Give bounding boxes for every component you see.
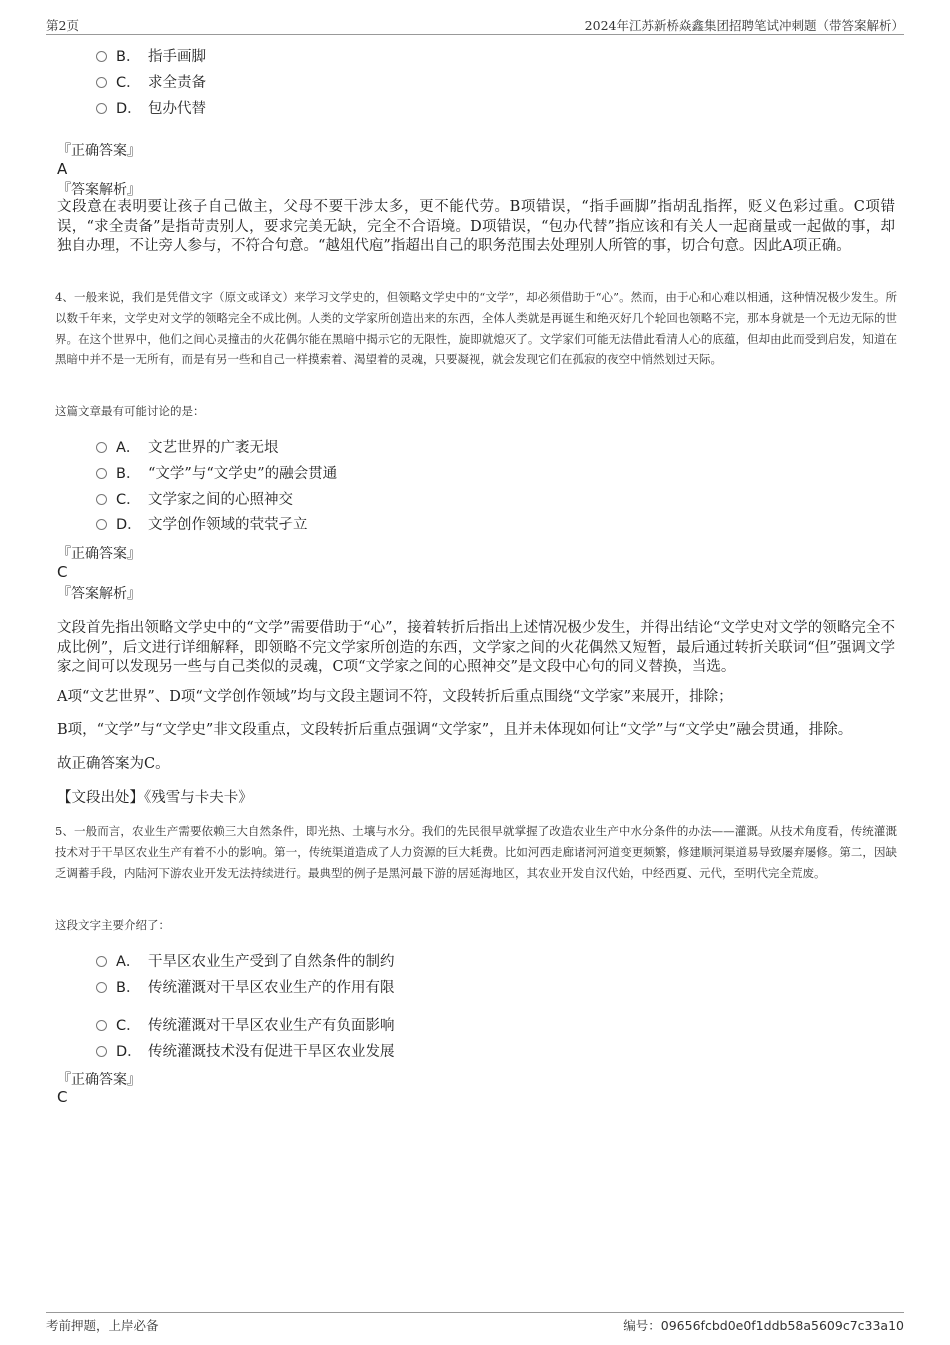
source-note: 【文段出处】《残雪与卡夫卡》 xyxy=(57,790,253,806)
radio-icon[interactable] xyxy=(96,1046,107,1057)
correct-answer-label: 『正确答案』 xyxy=(57,143,141,159)
question-5-prompt: 这段文字主要介绍了： xyxy=(55,918,170,932)
correct-answer: C xyxy=(57,1088,68,1106)
question-4-text: 4、一般来说，我们是凭借文字（原文或译文）来学习文学史的，但领略文学史中的“文学”，却必须借助于“心”。然而，由于心和心难以相通，这种情况极少发生。所以数千年来，文学史对文学的领略完全不成比例。人类的文学家所创造出来的东西，全体人类就是再诞生和绝灭好几个轮回也领略不完，那本身就是一个无边无际的世界。在这个世界中，他们之间心灵撞击的火花偶尔能在黑暗中揭示它的无限性，旋即就熄灭了。文学家们可能无法借此看清人心的底蕴，但却由此而受到启发，知道在黑暗中并不是一无所有，而是有另一些和自己一样摸索着、渴望着的灵魂，只要凝视，就会发现它们在孤寂的夜空中悄然划过天际。 xyxy=(55,290,897,367)
document-id: 编号：09656fcbd0e0f1ddb58a5609c7c33a10 xyxy=(623,1318,904,1333)
correct-answer: A xyxy=(57,160,68,178)
radio-icon[interactable] xyxy=(96,77,107,88)
radio-icon[interactable] xyxy=(96,982,107,993)
analysis-paragraph-3: B项，“文学”与“文学史”非文段重点，文段转折后重点强调“文学家”，且并未体现如何让“文学”与“文学史”融会贯通，排除。 xyxy=(57,722,853,738)
radio-icon[interactable] xyxy=(96,956,107,967)
page-number: 第2页 xyxy=(46,18,79,33)
option-a[interactable]: A． 文艺世界的广袤无垠 xyxy=(96,438,279,458)
document-title: 2024年江苏新桥焱鑫集团招聘笔试冲刺题（带答案解析） xyxy=(584,18,904,33)
radio-icon[interactable] xyxy=(96,442,107,453)
option-d[interactable]: D． 文学创作领域的茕茕孑立 xyxy=(96,515,308,535)
analysis-label: 『答案解析』 xyxy=(57,182,141,198)
analysis-paragraph-2: A项“文艺世界”、D项“文学创作领域”均与文段主题词不符，文段转折后重点围绕“文学家”来展开，排除； xyxy=(57,689,733,705)
correct-answer-label: 『正确答案』 xyxy=(57,546,141,562)
question-4-prompt: 这篇文章最有可能讨论的是： xyxy=(55,404,205,418)
radio-icon[interactable] xyxy=(96,519,107,530)
correct-answer: C xyxy=(57,563,68,581)
analysis-label: 『答案解析』 xyxy=(57,586,141,602)
question-5-text: 5、一般而言，农业生产需要依赖三大自然条件，即光热、土壤与水分。我们的先民很早就掌握了改造农业生产中水分条件的办法——灌溉。从技术角度看，传统灌溉技术对于干旱区农业生产有着不小的影响。第一，传统渠道造成了人力资源的巨大耗费。比如河西走廊诸河河道变更频繁，修建顺河渠道易导致屡弃屡修。第二，因缺乏调蓄手段，内陆河下游农业开发无法持续进行。最典型的例子是黑河最下游的居延海地区，其农业开发自汉代始，中经西夏、元代，至明代完全荒废。 xyxy=(55,824,897,880)
radio-icon[interactable] xyxy=(96,103,107,114)
analysis-paragraph-4: 故正确答案为C。 xyxy=(57,756,170,772)
option-b[interactable]: B． 指手画脚 xyxy=(96,47,206,67)
radio-icon[interactable] xyxy=(96,494,107,505)
option-b[interactable]: B． “文学”与“文学史”的融会贯通 xyxy=(96,464,337,484)
footer-slogan: 考前押题，上岸必备 xyxy=(46,1318,159,1333)
radio-icon[interactable] xyxy=(96,1020,107,1031)
correct-answer-label: 『正确答案』 xyxy=(57,1072,141,1088)
page-header xyxy=(46,14,904,35)
analysis-text: 文段意在表明要让孩子自己做主，父母不要干涉太多，更不能代劳。B项错误，“指手画脚”指胡乱指挥，贬义色彩过重。C项错误，“求全责备”是指苛责别人，要求完美无缺，完全不合语境。D项错误，“包办代替”指应该和有关人一起商量或一起做的事，却独自办理，不让旁人参与，不符合句意。“越俎代庖”指超出自己的职务范围去处理别人所管的事，切合句意。因此A项正确。 xyxy=(57,199,895,254)
radio-icon[interactable] xyxy=(96,51,107,62)
radio-icon[interactable] xyxy=(96,468,107,479)
analysis-paragraph-1: 文段首先指出领略文学史中的“文学”需要借助于“心”，接着转折后指出上述情况极少发生，并得出结论“文学史对文学的领略完全不成比例”，后文进行详细解释，即领略不完文学家所创造的东西，文学家之间的火花偶然又短暂，最后通过转折关联词“但”强调文学家之间可以发现另一些与自己类似的灵魂，C项“文学家之间的心照神交”是文段中心句的同义替换，当选。 xyxy=(57,620,895,675)
option-c[interactable]: C． 求全责备 xyxy=(96,73,206,93)
option-d[interactable]: D． 包办代替 xyxy=(96,99,206,119)
option-a[interactable]: A． 干旱区农业生产受到了自然条件的制约 xyxy=(96,952,395,972)
option-c[interactable]: C． 文学家之间的心照神交 xyxy=(96,490,293,510)
option-c[interactable]: C． 传统灌溉对干旱区农业生产有负面影响 xyxy=(96,1016,395,1036)
page-footer xyxy=(46,1312,904,1335)
option-b[interactable]: B． 传统灌溉对干旱区农业生产的作用有限 xyxy=(96,978,395,998)
option-d[interactable]: D． 传统灌溉技术没有促进干旱区农业发展 xyxy=(96,1042,395,1062)
